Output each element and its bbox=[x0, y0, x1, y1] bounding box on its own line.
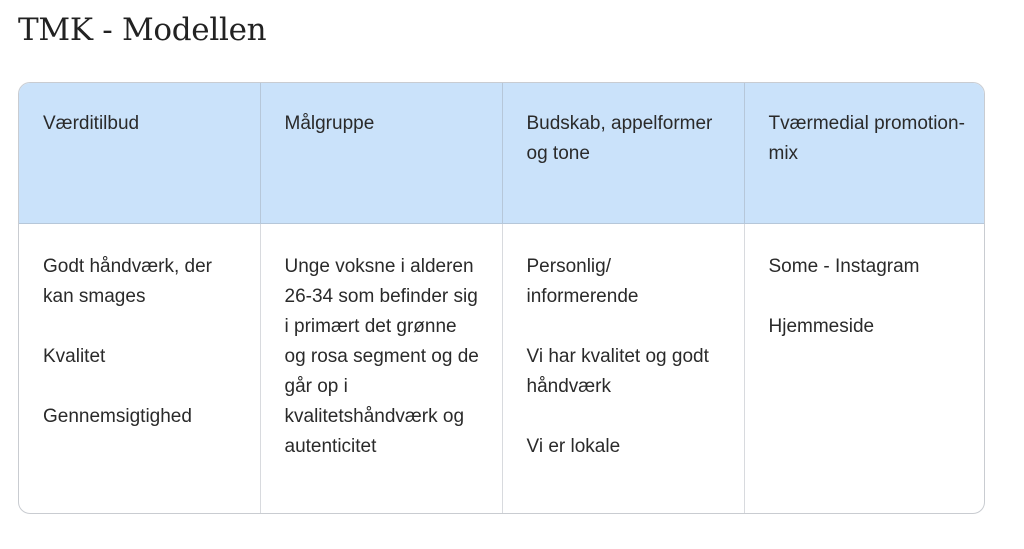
cell-text: Gennemsigtighed bbox=[43, 405, 192, 427]
header-promotion-mix: Tværmedial promotion-mix bbox=[744, 83, 985, 223]
cell-budskab bbox=[502, 223, 744, 513]
cell-maalgruppe bbox=[260, 223, 502, 513]
cell-text: Personlig/ informerende bbox=[526, 255, 639, 307]
header-maalgruppe: Målgruppe bbox=[260, 83, 502, 223]
cell-text: Unge voksne i alderen 26-34 som befinder sig i primært det grønne og rosa segment og de går op i kvalitetshåndværk og autenticitet bbox=[284, 255, 479, 457]
table-row bbox=[19, 223, 985, 513]
cell-text: Vi har kvalitet og godt håndværk bbox=[526, 345, 709, 397]
cell-promotion-mix bbox=[744, 223, 985, 513]
cell-text: Godt håndværk, der kan smages bbox=[43, 255, 212, 307]
page-title: TMK - Modellen bbox=[18, 12, 267, 48]
cell-text: Hjemmeside bbox=[768, 315, 875, 337]
tmk-table bbox=[18, 82, 985, 514]
table-header-row bbox=[19, 83, 985, 223]
cell-text: Some - Instagram bbox=[768, 255, 920, 277]
header-budskab: Budskab, appelformer og tone bbox=[502, 83, 744, 223]
cell-vaerditilbud bbox=[19, 223, 260, 513]
header-vaerditilbud: Værditilbud bbox=[19, 83, 260, 223]
cell-text: Vi er lokale bbox=[526, 435, 621, 457]
cell-text: Kvalitet bbox=[43, 345, 106, 367]
